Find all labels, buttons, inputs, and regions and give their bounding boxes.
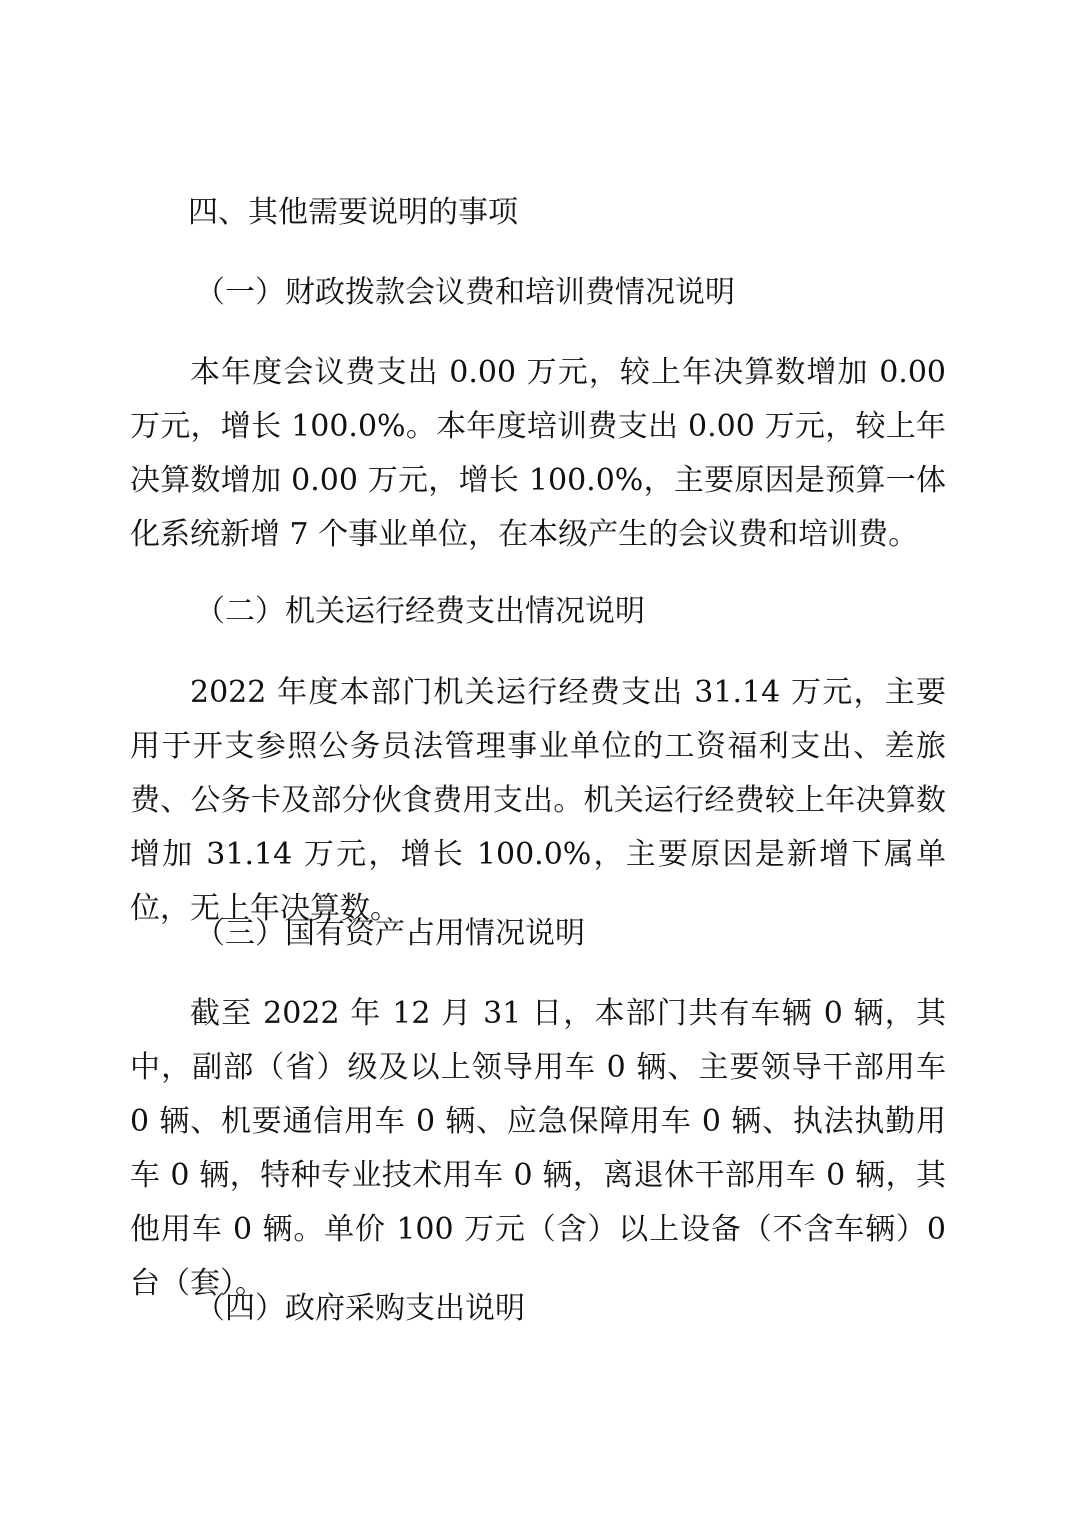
subsection-heading-2: （二）机关运行经费支出情况说明 [195, 594, 645, 629]
paragraph-meeting-training-fees: 本年度会议费支出 0.00 万元，较上年决算数增加 0.00 万元，增长 100.0%。本年度培训费支出 0.00 万元，较上年决算数增加 0.00 万元，增长 100.0%，主要原因是预算一体化系统新增 7 个事业单位，在本级产生的会议费和培训费。 [130, 355, 946, 552]
section-heading: 四、其他需要说明的事项 [188, 195, 518, 230]
subsection-heading-3: （三）国有资产占用情况说明 [195, 916, 585, 951]
paragraph-state-assets: 截至 2022 年 12 月 31 日，本部门共有车辆 0 辆，其中，副部（省）级及以上领导用车 0 辆、主要领导干部用车 0 辆、机要通信用车 0 辆、应急保障用车 0 辆、执法执勤用车 0 辆，特种专业技术用车 0 辆，离退休干部用车 0 辆，其他用车 0 辆。单价 100 万元（含）以上设备（不含车辆）0 台（套）。 [130, 996, 946, 1301]
subsection-heading-4: （四）政府采购支出说明 [195, 1291, 525, 1326]
paragraph-operating-expenses: 2022 年度本部门机关运行经费支出 31.14 万元，主要用于开支参照公务员法管理事业单位的工资福利支出、差旅费、公务卡及部分伙食费用支出。机关运行经费较上年决算数增加 31.14 万元，增长 100.0%，主要原因是新增下属单位，无上年决算数。 [130, 675, 946, 926]
subsection-heading-1: （一）财政拨款会议费和培训费情况说明 [195, 275, 735, 310]
